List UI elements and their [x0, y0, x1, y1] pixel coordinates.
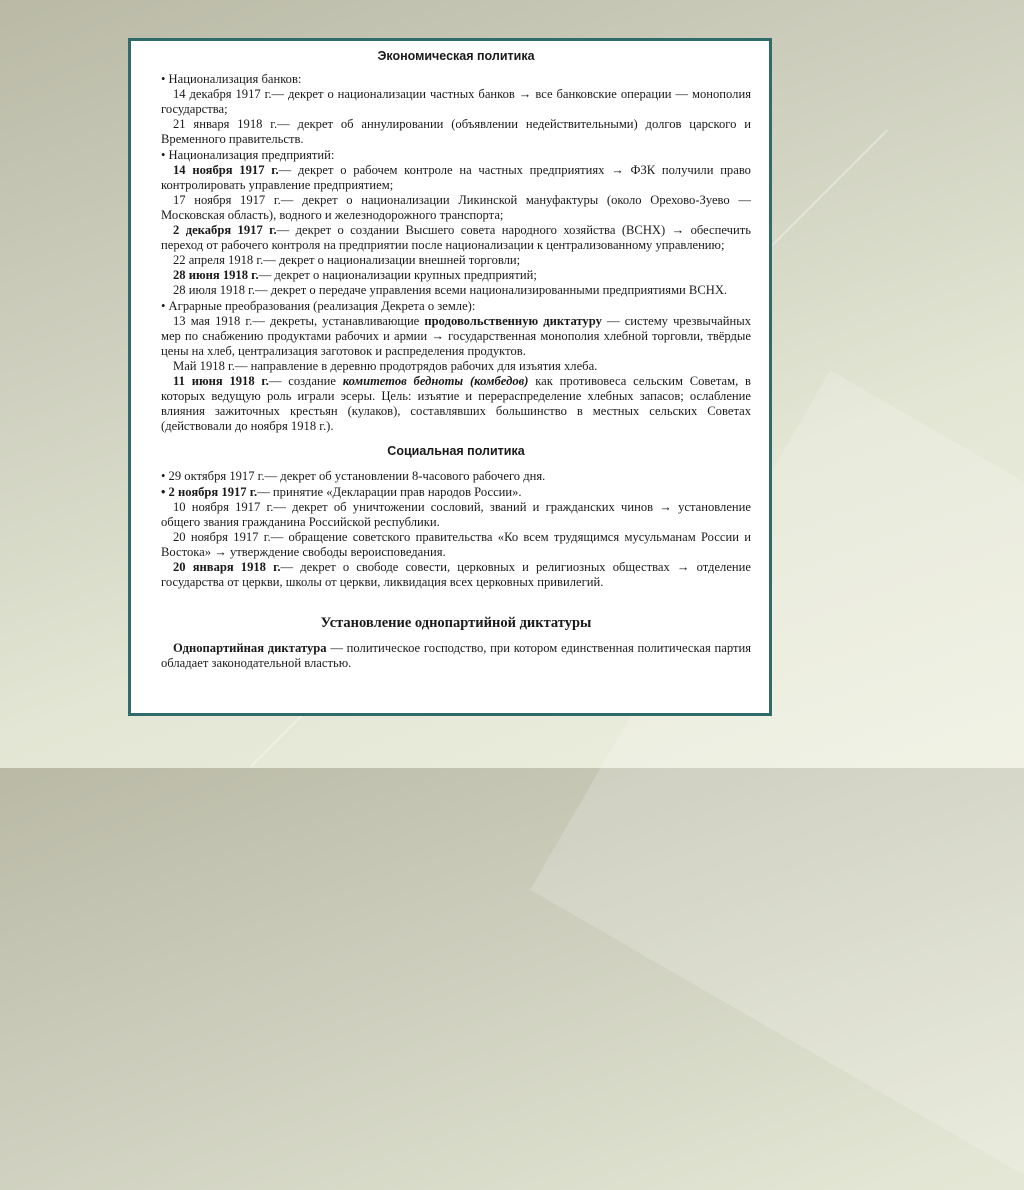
text-line: • 29 октября 1917 г.— декрет об установлении 8-часового рабочего дня. — [161, 469, 546, 484]
text-line — [161, 560, 751, 590]
text-span: — декрет о свободе совести, церковных и религиозных обществах → отделение государства от церкви, школы от церкви, ликвидация всех церковных привилегий. — [161, 560, 751, 590]
text-span: — декрет о национализации крупных предприятий; — [258, 268, 537, 283]
text-line — [161, 163, 751, 193]
text-line — [161, 485, 751, 500]
text-line: 21 января 1918 г.— декрет об аннулировании (объявлении недействительными) долгов царского и Временного правительств. — [161, 117, 751, 147]
text-span: — создание — [268, 373, 343, 388]
enterprises-heading: • Национализация предприятий: — [161, 147, 335, 162]
text-line: 17 ноября 1917 г.— декрет о национализации Ликинской мануфактуры (около Орехово-Зуево — Московская область), водного и железнодорожного транспорта; — [161, 192, 751, 222]
text-line — [161, 268, 751, 283]
text-line: 10 ноября 1917 г.— декрет об уничтожении сословий, званий и гражданских чинов → установление общего звания гражданина Российской республики. — [161, 499, 751, 529]
text-line — [161, 374, 751, 434]
text-line: 28 июля 1918 г.— декрет о передаче управления всеми национализированными предприятиями ВСНХ. — [173, 283, 728, 298]
text-span: — систему чрезвычайных мер по снабжению продуктами рабочих и армии → государственная монополия хлебной торговли, твёрдые цены на хлеб, централизация заготовок и распределения продуктов. — [161, 313, 751, 358]
social-policy-title: Социальная политика — [387, 444, 525, 459]
text-line: 20 ноября 1917 г.— обращение советского правительства «Ко всем трудящимся мусульманам России и Востока» → утверждение свободы вероисповедания. — [161, 529, 751, 559]
text-line — [161, 223, 751, 253]
text-span: — декрет о рабочем контроле на частных предприятиях → ФЗК получили право контролировать управление предприятием; — [161, 162, 751, 192]
text-span: 13 мая 1918 г.— декреты, устанавливающие — [173, 313, 425, 328]
text-line — [161, 314, 751, 359]
date-bold: 20 января 1918 г. — [173, 560, 281, 574]
document-panel — [128, 38, 772, 716]
text-line: Май 1918 г.— направление в деревню продотрядов рабочих для изъятия хлеба. — [173, 358, 598, 373]
text-span: — принятие «Декларации прав народов России». — [257, 484, 522, 499]
text-line: 14 декабря 1917 г.— декрет о национализации частных банков → все банковские операции — монополия государства; — [161, 87, 751, 117]
term-bold-italic: комитетов бедноты (комбедов) — [342, 373, 529, 388]
term-bold: продовольственную диктатуру — [424, 313, 602, 328]
banks-heading: • Национализация банков: — [161, 72, 302, 87]
date-bold: 2 декабря 1917 г. — [173, 223, 277, 238]
term-bold: Однопартийная диктатура — [173, 641, 327, 656]
text-line: 22 апреля 1918 г.— декрет о национализации внешней торговли; — [173, 253, 521, 268]
agrarian-heading: • Аграрные преобразования (реализация Декрета о земле): — [161, 298, 476, 313]
definition-line — [161, 641, 751, 671]
one-party-title: Установление однопартийной диктатуры — [320, 615, 592, 632]
date-bold: 11 июня 1918 г. — [173, 373, 269, 388]
text-span: как противовеса сельским Советам, в которых ведущую роль играли эсеры. Цель: изъятие и перераспределение хлебных запасов; ослабление влияния зажиточных крестьян (кулаков), составлявших большинство в местных сельских Советах (действовали до ноября 1918 г.). — [161, 373, 751, 434]
date-bold: 28 июня 1918 г. — [173, 268, 259, 283]
text-span: — политическое господство, при котором единственная политическая партия обладает законодательной властью. — [161, 641, 751, 671]
date-bold: 14 ноября 1917 г. — [173, 162, 279, 177]
date-bold: • 2 ноября 1917 г. — [161, 484, 258, 499]
text-span: — декрет о создании Высшего совета народного хозяйства (ВСНХ) → обеспечить переход от рабочего контроля на предприятии после национализации к централизованному управлению; — [161, 223, 751, 253]
economic-policy-title: Экономическая политика — [377, 49, 535, 63]
